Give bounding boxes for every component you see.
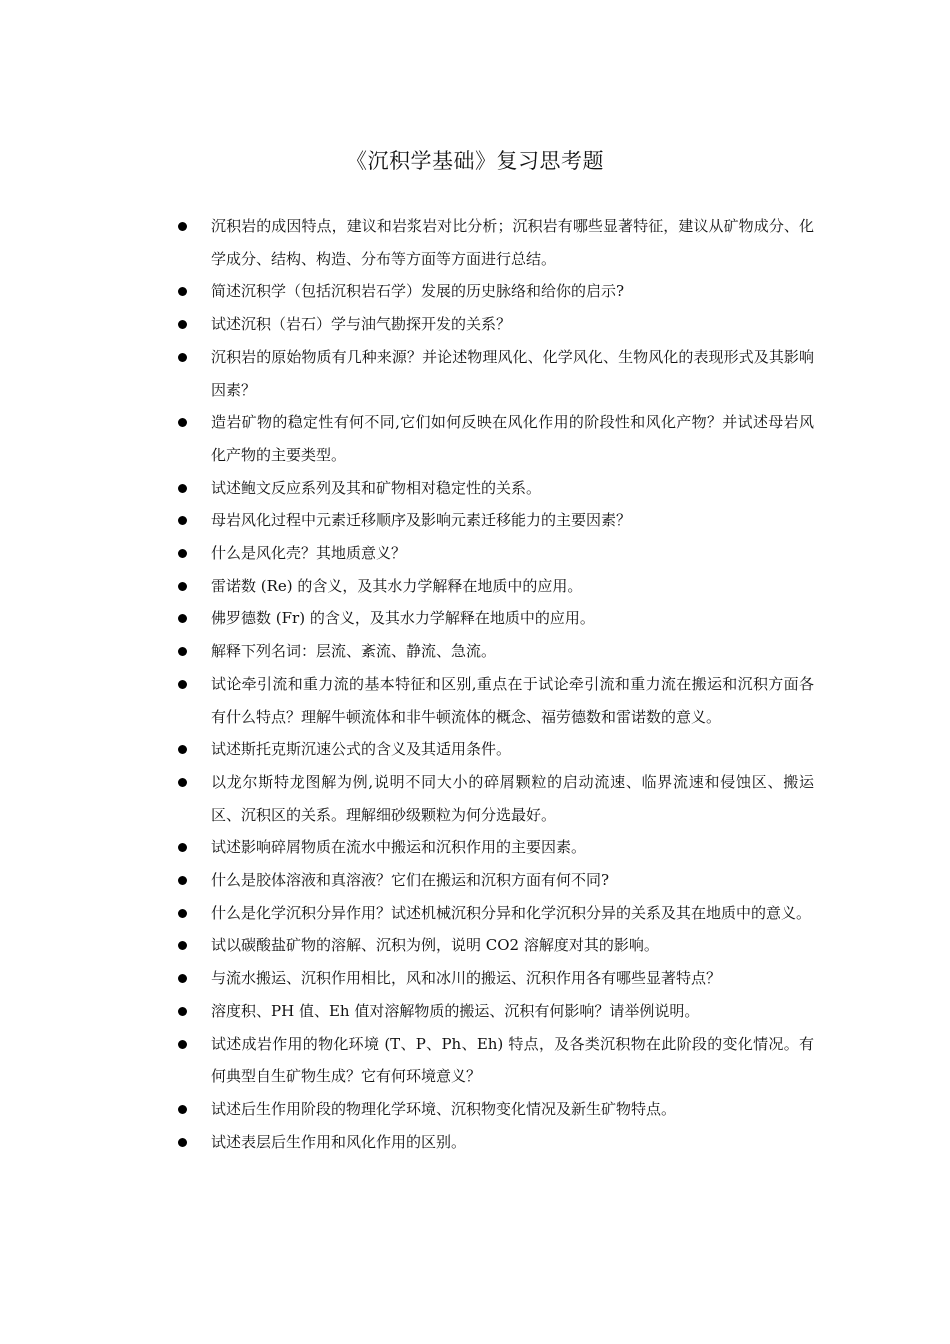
question-item bbox=[178, 406, 814, 471]
bullet-icon bbox=[178, 1138, 187, 1147]
bullet-icon bbox=[178, 974, 187, 983]
bullet-icon bbox=[178, 287, 187, 296]
question-list bbox=[178, 210, 814, 1158]
question-text: 沉积岩的成因特点，建议和岩浆岩对比分析；沉积岩有哪些显著特征，建议从矿物成分、化学成分、结构、构造、分布等方面等方面进行总结。 bbox=[211, 217, 814, 268]
bullet-icon bbox=[178, 484, 187, 493]
question-item bbox=[178, 766, 814, 831]
bullet-icon bbox=[178, 353, 187, 362]
question-text: 解释下列名词：层流、紊流、静流、急流。 bbox=[211, 642, 497, 661]
question-item bbox=[178, 962, 814, 995]
bullet-icon bbox=[178, 516, 187, 525]
bullet-icon bbox=[178, 1007, 187, 1016]
question-text: 试论牵引流和重力流的基本特征和区别,重点在于试论牵引流和重力流在搬运和沉积方面各有什么特点？理解牛顿流体和非牛顿流体的概念、福劳德数和雷诺数的意义。 bbox=[211, 674, 814, 726]
question-item bbox=[178, 864, 814, 897]
bullet-icon bbox=[178, 680, 187, 689]
question-text: 试述表层后生作用和风化作用的区别。 bbox=[211, 1132, 467, 1151]
question-text: 什么是化学沉积分异作用？试述机械沉积分异和化学沉积分异的关系及其在地质中的意义。 bbox=[211, 903, 812, 922]
question-text: 雷诺数 (Re) 的含义，及其水力学解释在地质中的应用。 bbox=[211, 576, 583, 595]
bullet-icon bbox=[178, 647, 187, 656]
bullet-icon bbox=[178, 909, 187, 918]
question-item bbox=[178, 210, 814, 275]
question-item bbox=[178, 897, 814, 930]
bullet-icon bbox=[178, 876, 187, 885]
question-item bbox=[178, 341, 814, 406]
question-text: 与流水搬运、沉积作用相比，风和冰川的搬运、沉积作用各有哪些显著特点？ bbox=[211, 969, 722, 988]
bullet-icon bbox=[178, 582, 187, 591]
question-text: 试述后生作用阶段的物理化学环境、沉积物变化情况及新生矿物特点。 bbox=[211, 1099, 677, 1118]
question-item bbox=[178, 1028, 814, 1093]
bullet-icon bbox=[178, 549, 187, 558]
question-text: 什么是风化壳？其地质意义？ bbox=[211, 544, 407, 563]
question-text: 试述影响碎屑物质在流水中搬运和沉积作用的主要因素。 bbox=[211, 838, 587, 857]
bullet-icon bbox=[178, 745, 187, 754]
bullet-icon bbox=[178, 843, 187, 852]
bullet-icon bbox=[178, 418, 187, 427]
question-item bbox=[178, 537, 814, 570]
question-text: 试以碳酸盐矿物的溶解、沉积为例，说明 CO2 溶解度对其的影响。 bbox=[211, 936, 659, 955]
question-item bbox=[178, 602, 814, 635]
question-text: 以龙尔斯特龙图解为例,说明不同大小的碎屑颗粒的启动流速、临界流速和侵蚀区、搬运区、沉积区的关系。理解细砂级颗粒为何分选最好。 bbox=[211, 772, 814, 824]
bullet-icon bbox=[178, 941, 187, 950]
question-item bbox=[178, 668, 814, 733]
question-item bbox=[178, 504, 814, 537]
question-item bbox=[178, 831, 814, 864]
bullet-icon bbox=[178, 222, 187, 231]
question-item bbox=[178, 570, 814, 603]
question-text: 母岩风化过程中元素迁移顺序及影响元素迁移能力的主要因素？ bbox=[211, 511, 632, 530]
question-item bbox=[178, 995, 814, 1028]
question-item bbox=[178, 275, 814, 308]
question-text: 试述成岩作用的物化环境 (T、P、Ph、Eh) 特点，及各类沉积物在此阶段的变化情况。有何典型自生矿物生成？它有何环境意义？ bbox=[211, 1034, 814, 1086]
question-item bbox=[178, 1126, 814, 1159]
bullet-icon bbox=[178, 1040, 187, 1049]
bullet-icon bbox=[178, 320, 187, 329]
question-text: 沉积岩的原始物质有几种来源？并论述物理风化、化学风化、生物风化的表现形式及其影响因素？ bbox=[211, 347, 814, 399]
question-text: 试述鲍文反应系列及其和矿物相对稳定性的关系。 bbox=[211, 478, 542, 497]
question-text: 试述斯托克斯沉速公式的含义及其适用条件。 bbox=[211, 740, 512, 759]
question-text: 什么是胶体溶液和真溶液？它们在搬运和沉积方面有何不同? bbox=[211, 871, 610, 890]
question-item bbox=[178, 1093, 814, 1126]
bullet-icon bbox=[178, 1105, 187, 1114]
question-text: 佛罗德数 (Fr) 的含义，及其水力学解释在地质中的应用。 bbox=[211, 609, 595, 628]
question-item bbox=[178, 929, 814, 962]
question-item bbox=[178, 308, 814, 341]
question-text: 溶度积、PH 值、Eh 值对溶解物质的搬运、沉积有何影响？请举例说明。 bbox=[211, 1001, 700, 1020]
bullet-icon bbox=[178, 778, 187, 787]
question-text: 试述沉积（岩石）学与油气勘探开发的关系？ bbox=[211, 315, 512, 334]
bullet-icon bbox=[178, 614, 187, 623]
question-text: 简述沉积学（包括沉积岩石学）发展的历史脉络和给你的启示? bbox=[211, 282, 625, 301]
question-item bbox=[178, 635, 814, 668]
question-item bbox=[178, 472, 814, 505]
question-item bbox=[178, 733, 814, 766]
question-text: 造岩矿物的稳定性有何不同,它们如何反映在风化作用的阶段性和风化产物？并试述母岩风化产物的主要类型。 bbox=[211, 413, 814, 464]
document-title: 《沉积学基础》复习思考题 bbox=[346, 149, 604, 173]
